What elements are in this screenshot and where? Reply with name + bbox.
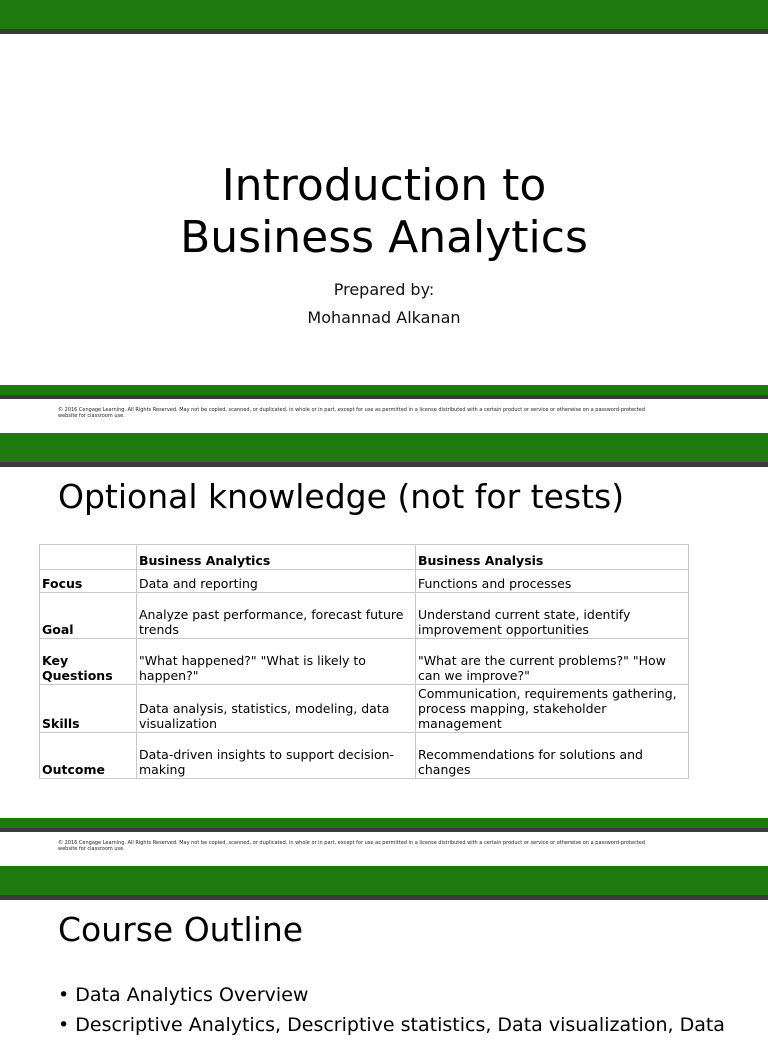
copyright-line-1: © 2016 Cengage Learning. All Rights Reserved. May not be copied, scanned, or duplicated, in whole or in part, except for use as permitted in a license distributed with a certain product or service or otherwise on a password-protected bbox=[58, 407, 645, 413]
table-cell: "What happened?" "What is likely to happen?" bbox=[137, 639, 416, 685]
top-gray-bar bbox=[0, 462, 768, 467]
table-header-cell bbox=[40, 545, 137, 570]
outline-bullet-list bbox=[58, 980, 725, 1040]
table-row bbox=[40, 593, 689, 639]
list-item: • Data Analytics Overview bbox=[58, 980, 725, 1010]
table-row bbox=[40, 639, 689, 685]
author-name: Mohannad Alkanan bbox=[307, 308, 461, 327]
slide-heading: Course Outline bbox=[58, 910, 304, 949]
slide-heading: Optional knowledge (not for tests) bbox=[58, 477, 625, 516]
bottom-gray-bar bbox=[0, 395, 768, 399]
table-row bbox=[40, 685, 689, 733]
table-header-row bbox=[40, 545, 689, 570]
copyright-footer bbox=[58, 407, 658, 419]
slide-title bbox=[0, 0, 768, 433]
copyright-line-2: website for classroom use. bbox=[58, 846, 125, 852]
row-label: Outcome bbox=[40, 733, 137, 779]
top-green-bar bbox=[0, 0, 768, 29]
top-gray-bar bbox=[0, 895, 768, 900]
title-line-2: Business Analytics bbox=[180, 212, 588, 263]
list-item: • Descriptive Analytics, Descriptive statistics, Data visualization, Data bbox=[58, 1010, 725, 1040]
copyright-line-1: © 2016 Cengage Learning. All Rights Reserved. May not be copied, scanned, or duplicated, in whole or in part, except for use as permitted in a license distributed with a certain product or service or otherwise on a password-protected bbox=[58, 840, 645, 846]
table-cell: Recommendations for solutions and changes bbox=[416, 733, 689, 779]
presentation-title bbox=[0, 160, 768, 264]
bottom-green-bar bbox=[0, 385, 768, 395]
bottom-green-bar bbox=[0, 818, 768, 828]
top-green-bar bbox=[0, 866, 768, 895]
comparison-table bbox=[39, 544, 689, 779]
table-cell: Data-driven insights to support decision-making bbox=[137, 733, 416, 779]
table-header-cell: Business Analysis bbox=[416, 545, 689, 570]
table-cell: Data and reporting bbox=[137, 570, 416, 593]
top-gray-bar bbox=[0, 29, 768, 34]
table-row bbox=[40, 733, 689, 779]
row-label: Goal bbox=[40, 593, 137, 639]
top-green-bar bbox=[0, 433, 768, 462]
copyright-footer bbox=[58, 840, 658, 852]
copyright-line-2: website for classroom use. bbox=[58, 413, 125, 419]
row-label: Focus bbox=[40, 570, 137, 593]
table-header-cell: Business Analytics bbox=[137, 545, 416, 570]
prepared-by-label: Prepared by: bbox=[333, 280, 435, 299]
row-label: Skills bbox=[40, 685, 137, 733]
table-row bbox=[40, 570, 689, 593]
table-cell: Data analysis, statistics, modeling, data visualization bbox=[137, 685, 416, 733]
bottom-gray-bar bbox=[0, 828, 768, 832]
table-cell: Analyze past performance, forecast future trends bbox=[137, 593, 416, 639]
title-line-1: Introduction to bbox=[221, 160, 547, 211]
table-cell: "What are the current problems?" "How can we improve?" bbox=[416, 639, 689, 685]
row-label: Key Questions bbox=[40, 639, 137, 685]
table-cell: Communication, requirements gathering, process mapping, stakeholder management bbox=[416, 685, 689, 733]
table-cell: Understand current state, identify improvement opportunities bbox=[416, 593, 689, 639]
table-cell: Functions and processes bbox=[416, 570, 689, 593]
